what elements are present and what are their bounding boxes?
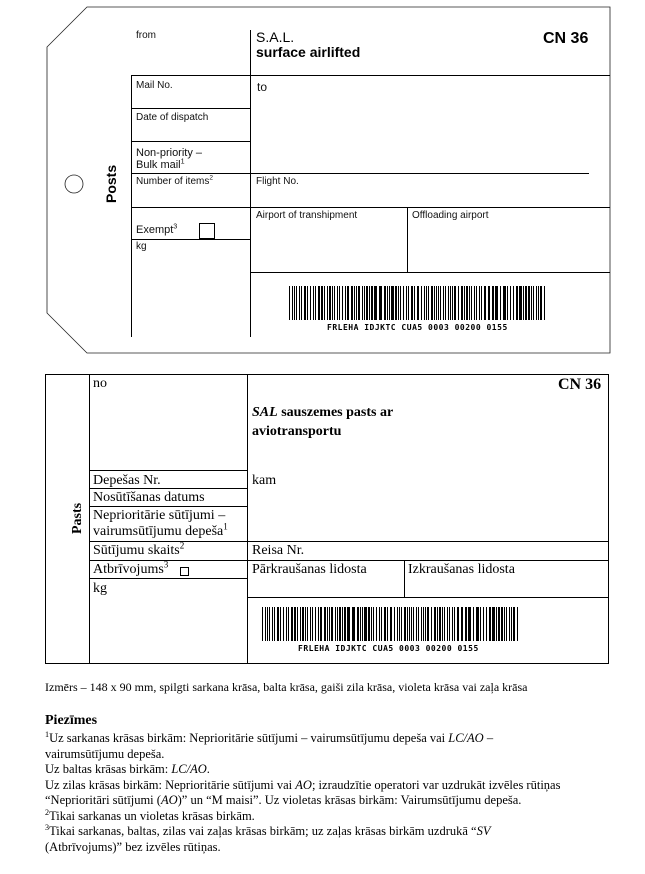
non-priority-line1: Non-priority – bbox=[136, 147, 203, 159]
barcode-text-lv: FRLEHA IDJKTC CUA5 0003 00200 0155 bbox=[298, 644, 479, 653]
airport-transhipment-label-lv: Pārkraušanas lidosta bbox=[252, 562, 367, 577]
exempt-checkbox[interactable] bbox=[199, 223, 215, 239]
posts-vertical-label: Posts bbox=[103, 164, 119, 203]
kg-label: kg bbox=[136, 241, 147, 252]
non-priority-lv-line1: Neprioritārie sūtījumi – bbox=[93, 508, 226, 523]
exempt-label: Exempt$^3$ bbox=[136, 222, 178, 236]
mail-no-label-lv: Depešas Nr. bbox=[93, 473, 161, 488]
exempt-label-lv: Atbrīvojums$^3$ bbox=[93, 559, 169, 577]
service-name-lv-line1: SAL sauszemes pasts ar bbox=[252, 405, 394, 420]
service-name-line1: S.A.L. bbox=[256, 29, 295, 45]
form-code-lv: CN 36 bbox=[558, 376, 602, 393]
label-english bbox=[0, 0, 645, 360]
string-hole-icon bbox=[65, 175, 83, 193]
note-3: $^3$Tikai sarkanas, baltas, zilas vai zaļas krāsas birkām; uz zaļas krāsas birkām uzdrukā “SV (Atbrīvojums)” bez izvēles rūtiņas. bbox=[45, 822, 491, 854]
from-label: from bbox=[136, 30, 156, 41]
date-of-dispatch-label: Date of dispatch bbox=[136, 112, 209, 123]
flight-no-label-lv: Reisa Nr. bbox=[252, 543, 305, 558]
from-label-lv: no bbox=[93, 376, 107, 391]
notes-section bbox=[45, 680, 605, 855]
service-name-lv-line2: aviotransportu bbox=[252, 424, 342, 439]
barcode bbox=[289, 286, 547, 320]
kg-label-lv: kg bbox=[93, 581, 107, 596]
note-2: $^2$Tikai sarkanas un violetas krāsas birkām. bbox=[45, 807, 255, 823]
size-description: Izmērs – 148 x 90 mm, spilgti sarkana krāsa, balta krāsa, gaiši zila krāsa, violeta krāsa vai zaļa krāsa bbox=[45, 680, 528, 694]
number-of-items-label-lv: Sūtījumu skaits$^2$ bbox=[93, 540, 185, 558]
to-label-lv: kam bbox=[252, 473, 277, 488]
non-priority-lv-line2: vairumsūtījumu depeša$^1$ bbox=[93, 521, 228, 539]
notes-heading: Piezīmes bbox=[45, 713, 98, 728]
offloading-airport-label-lv: Izkraušanas lidosta bbox=[408, 562, 515, 577]
note-1-blue: Uz zilas krāsas birkām: Neprioritārie sūtījumi vai AO; izraudzītie operatori var uzdrukāt izvēles rūtiņas “Neprioritāri sūtījumi (AO)” un “M maisi”. Uz violetas krāsas birkām: Vairumsūtījumu depeša. bbox=[45, 777, 561, 807]
label-latvian bbox=[0, 370, 645, 670]
non-priority-line2: Bulk mail$^1$ bbox=[136, 157, 185, 171]
form-code: CN 36 bbox=[543, 30, 589, 47]
service-name-line2: surface airlifted bbox=[256, 44, 361, 60]
posts-vertical-label-lv: Pasts bbox=[70, 502, 85, 534]
to-label: to bbox=[257, 80, 268, 94]
number-of-items-label: Number of items$^2$ bbox=[136, 174, 213, 187]
offloading-airport-label: Offloading airport bbox=[412, 210, 489, 221]
airport-transhipment-label: Airport of transhipment bbox=[256, 210, 358, 221]
exempt-checkbox-lv[interactable] bbox=[180, 567, 189, 576]
note-1: $^1$Uz sarkanas krāsas birkām: Neprioritārie sūtījumi – vairumsūtījumu depeša vai LC/AO – vairumsūtījumu depeša. bbox=[45, 729, 494, 761]
barcode-lv bbox=[262, 607, 520, 641]
barcode-text: FRLEHA IDJKTC CUA5 0003 00200 0155 bbox=[327, 323, 508, 332]
mail-no-label: Mail No. bbox=[136, 80, 173, 91]
flight-no-label: Flight No. bbox=[256, 176, 299, 187]
note-1-white: Uz baltas krāsas birkām: LC/AO. bbox=[45, 762, 210, 776]
date-of-dispatch-label-lv: Nosūtīšanas datums bbox=[93, 490, 205, 505]
